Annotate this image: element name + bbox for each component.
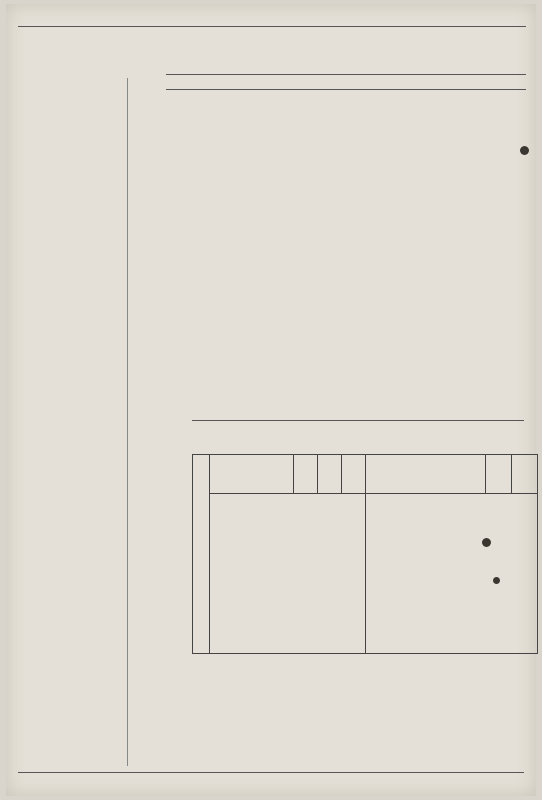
newspaper-page <box>6 4 536 796</box>
article-column-3 <box>236 92 338 402</box>
article-column-4 <box>346 92 442 402</box>
schedule-title <box>192 424 524 452</box>
header-route <box>365 455 486 493</box>
paper-hole-mark <box>482 538 491 547</box>
page-header <box>18 12 526 27</box>
table-header <box>209 455 365 494</box>
schedule-return <box>365 455 537 653</box>
article-column-4-lower <box>346 662 442 762</box>
page-footer <box>18 772 524 785</box>
paper-hole-mark <box>493 577 500 584</box>
header-route <box>209 455 294 493</box>
header-arrive <box>317 455 342 493</box>
header-depart <box>485 455 512 493</box>
article-column-5-lower <box>452 654 534 764</box>
article-column-1 <box>18 78 128 766</box>
article-column-2-lower <box>129 552 229 762</box>
header-depart <box>293 455 318 493</box>
article-column-3-lower <box>236 662 338 764</box>
article-column-2 <box>129 92 229 402</box>
editor-line <box>192 408 524 421</box>
flight-schedule-table <box>192 454 538 654</box>
header-depart-2 <box>341 455 365 493</box>
article-column-5 <box>452 88 534 408</box>
article-headline <box>16 28 526 74</box>
table-header <box>365 455 537 494</box>
paper-hole-mark <box>520 146 529 155</box>
header-arrive <box>511 455 537 493</box>
